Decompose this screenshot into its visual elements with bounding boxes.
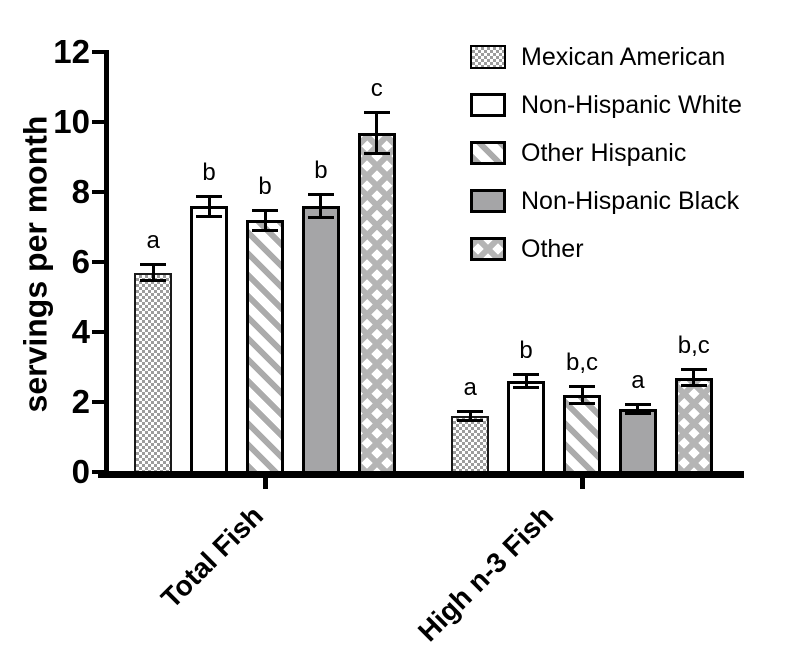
bar-non-hispanic-white-total-fish bbox=[190, 206, 228, 474]
y-axis-tick bbox=[92, 400, 106, 404]
x-axis-line bbox=[98, 471, 744, 478]
legend-label: Other bbox=[521, 234, 584, 263]
y-tick-label: 10 bbox=[53, 103, 90, 140]
error-bar-cap-top bbox=[252, 209, 278, 212]
legend-item-non-hispanic-black bbox=[470, 188, 742, 214]
error-bar-cap-top bbox=[625, 403, 651, 406]
y-tick-label: 12 bbox=[53, 33, 90, 70]
error-bar-cap-bottom bbox=[308, 216, 334, 219]
bar-mexican-american-total-fish bbox=[134, 273, 172, 475]
significance-letter: a bbox=[463, 373, 477, 401]
bar-mexican-american-high-n-3-fish bbox=[451, 416, 489, 474]
error-bar-cap-bottom bbox=[569, 402, 595, 405]
legend-label: Non-Hispanic Black bbox=[521, 186, 740, 215]
error-bar-cap-top bbox=[308, 193, 334, 196]
x-category-label-total-fish: Total Fish bbox=[154, 500, 269, 614]
significance-letter: b bbox=[519, 337, 533, 364]
error-bar-cap-top bbox=[364, 111, 390, 114]
error-bar-line bbox=[375, 112, 378, 154]
significance-letter: a bbox=[146, 226, 160, 254]
legend bbox=[470, 44, 742, 284]
error-bar-cap-top bbox=[513, 373, 539, 376]
y-axis-tick bbox=[92, 470, 106, 474]
y-tick-label: 6 bbox=[71, 243, 90, 280]
y-tick-label: 0 bbox=[71, 453, 90, 490]
y-tick-label: 4 bbox=[71, 313, 90, 350]
error-bar-cap-top bbox=[196, 195, 222, 198]
bar-other-total-fish bbox=[358, 133, 396, 475]
legend-swatch-stripes-icon bbox=[470, 141, 506, 165]
error-bar-cap-top bbox=[569, 385, 595, 388]
error-bar-line bbox=[264, 210, 267, 231]
legend-swatch-checker-icon bbox=[470, 45, 506, 69]
y-axis-tick bbox=[92, 50, 106, 54]
legend-item-non-hispanic-white bbox=[470, 92, 742, 118]
legend-item-other-hispanic bbox=[470, 140, 742, 166]
y-tick-label: 8 bbox=[71, 173, 90, 210]
legend-item-other bbox=[470, 236, 742, 262]
error-bar-cap-bottom bbox=[364, 152, 390, 155]
significance-letter: a bbox=[631, 366, 645, 394]
error-bar-cap-top bbox=[140, 263, 166, 266]
significance-letter: b bbox=[258, 172, 272, 200]
y-tick-label: 2 bbox=[71, 383, 90, 420]
error-bar-cap-top bbox=[457, 410, 483, 413]
error-bar-cap-bottom bbox=[513, 386, 539, 389]
bar-other-hispanic-high-n-3-fish bbox=[563, 395, 601, 474]
y-axis-tick bbox=[92, 120, 106, 124]
error-bar-cap-top bbox=[681, 368, 707, 371]
legend-label: Mexican American bbox=[521, 42, 726, 71]
legend-item-mexican-american bbox=[470, 44, 742, 70]
x-axis-tick bbox=[263, 478, 268, 489]
legend-swatch-crosshatch-icon bbox=[470, 237, 506, 261]
bar-non-hispanic-black-total-fish bbox=[302, 206, 340, 474]
error-bar-cap-bottom bbox=[625, 412, 651, 415]
significance-letter: b bbox=[314, 156, 328, 184]
legend-label: Other Hispanic bbox=[521, 138, 687, 167]
x-category-label-high-n-3-fish: High n-3 Fish bbox=[411, 500, 559, 648]
significance-letter: c bbox=[370, 74, 383, 102]
legend-label: Non-Hispanic White bbox=[521, 90, 742, 119]
y-axis-tick bbox=[92, 190, 106, 194]
error-bar-cap-bottom bbox=[140, 279, 166, 282]
legend-swatch-solid-icon bbox=[470, 189, 506, 213]
error-bar-cap-bottom bbox=[252, 229, 278, 232]
error-bar-line bbox=[208, 196, 211, 217]
bar-non-hispanic-white-high-n-3-fish bbox=[507, 381, 545, 474]
significance-letter: b bbox=[202, 158, 216, 186]
bar-other-hispanic-total-fish bbox=[246, 220, 284, 474]
error-bar-line bbox=[319, 194, 322, 219]
y-axis-tick bbox=[92, 260, 106, 264]
legend-swatch-white-icon bbox=[470, 93, 506, 117]
error-bar-cap-bottom bbox=[196, 215, 222, 218]
error-bar-cap-bottom bbox=[457, 419, 483, 422]
significance-letter: b,c bbox=[565, 349, 598, 377]
error-bar-cap-bottom bbox=[681, 384, 707, 387]
bar-other-high-n-3-fish bbox=[675, 378, 713, 475]
y-axis-tick bbox=[92, 330, 106, 334]
bar-non-hispanic-black-high-n-3-fish bbox=[619, 409, 657, 474]
y-axis-title: servings per month bbox=[17, 115, 54, 413]
x-axis-tick bbox=[580, 478, 585, 489]
significance-letter: b,c bbox=[677, 331, 710, 359]
